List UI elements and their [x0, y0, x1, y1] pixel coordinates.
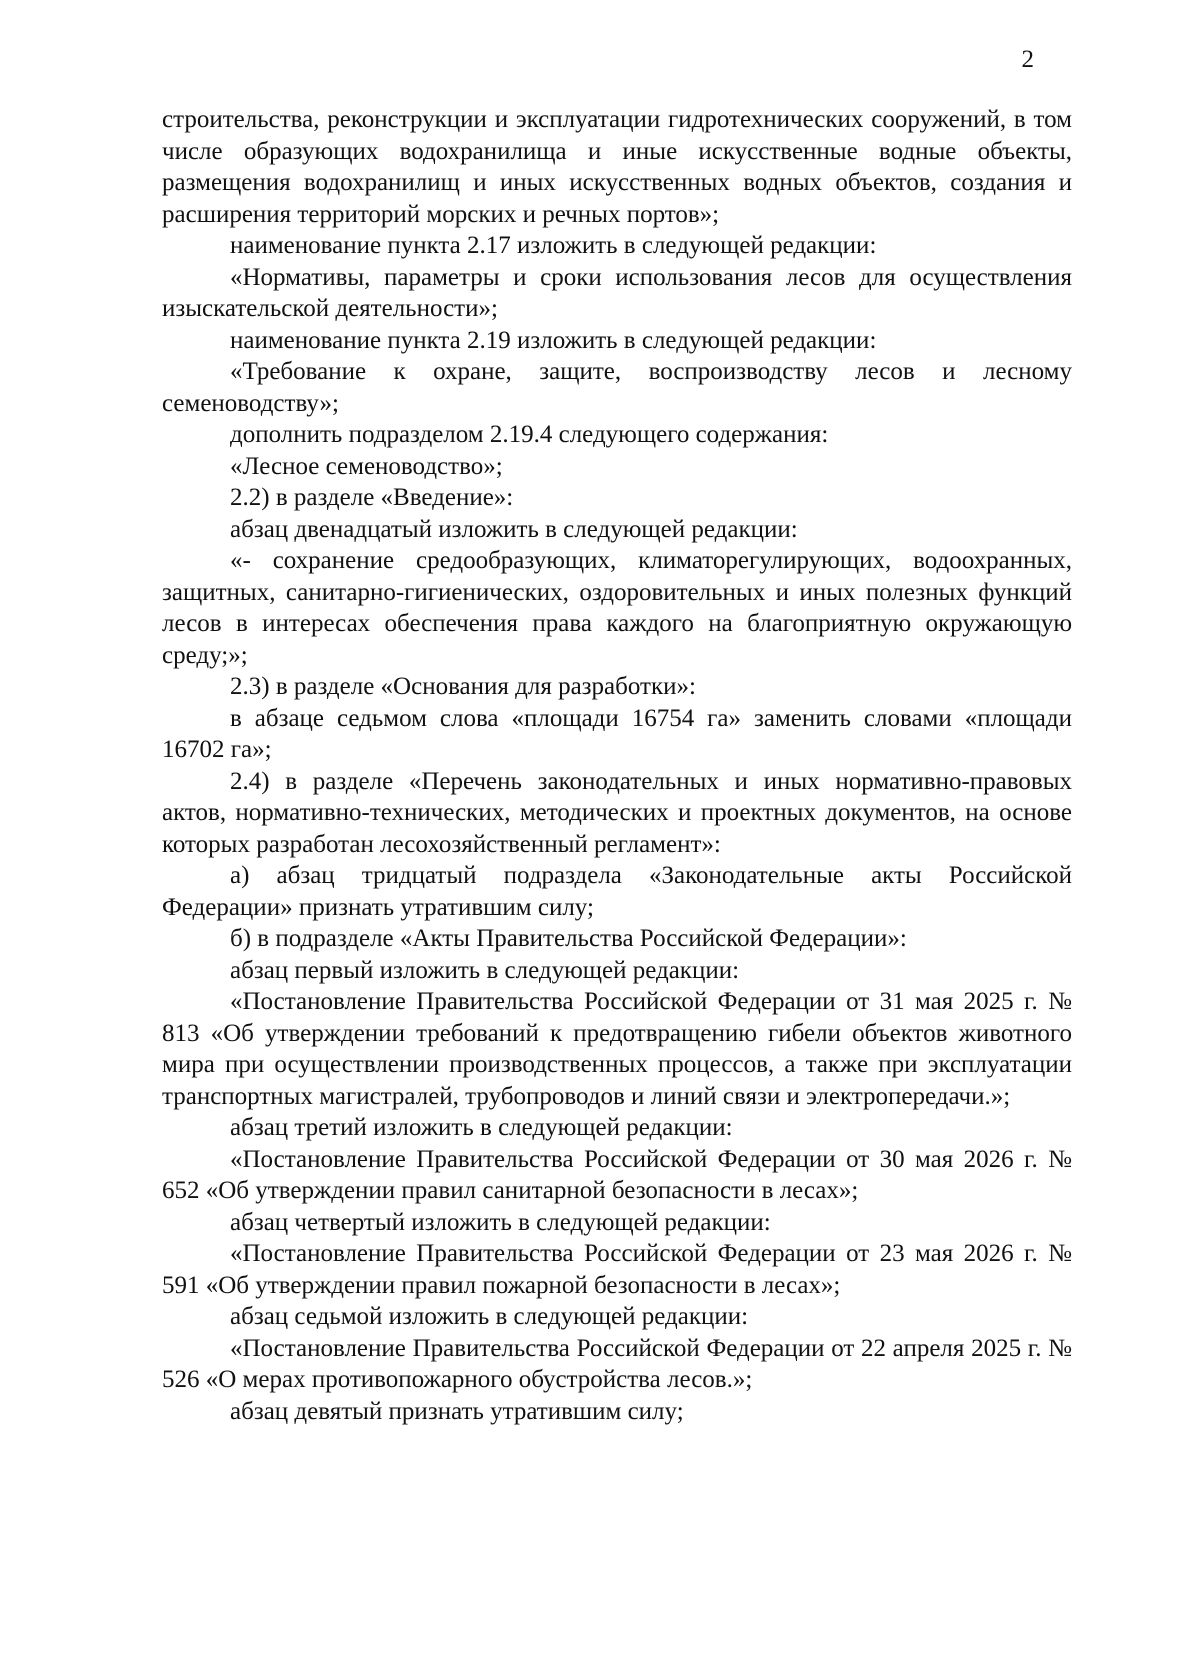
- paragraph: «Постановление Правительства Российской Федерации от 30 мая 2026 г. № 652 «Об утверждении правил санитарной безопасности в лесах»;: [162, 1145, 1072, 1204]
- page-number: 2: [1021, 46, 1034, 73]
- paragraph: абзац седьмой изложить в следующей редакции:: [230, 1303, 749, 1330]
- paragraph: «Лесное семеноводство»;: [230, 452, 503, 480]
- paragraph: строительства, реконструкции и эксплуатации гидротехнических сооружений, в том числе образующих водохранилища и иные искусственные водные объекты, размещения водохранилищ и иных искусственных водных объектов, создания и расширения территорий морских и речных портов»;: [162, 106, 1072, 228]
- paragraph: 2.3) в разделе «Основания для разработки»:: [230, 673, 696, 700]
- paragraph: «Требование к охране, защите, воспроизводству лесов и лесному семеноводству»;: [162, 358, 1072, 417]
- document-body: [162, 104, 1072, 1427]
- paragraph: наименование пункта 2.17 изложить в следующей редакции:: [230, 232, 877, 259]
- paragraph: абзац девятый признать утратившим силу;: [230, 1397, 684, 1425]
- paragraph: в абзаце седьмом слова «площади 16754 га» заменить словами «площади 16702 га»;: [162, 704, 1072, 763]
- paragraph: «- сохранение средообразующих, климаторегулирующих, водоохранных, защитных, санитарно-гигиенических, оздоровительных и иных полезных функций лесов в интересах обеспечения права каждого на благоприятную окружающую среду;»;: [162, 547, 1072, 669]
- paragraph: наименование пункта 2.19 изложить в следующей редакции:: [230, 326, 877, 354]
- paragraph: 2.4) в разделе «Перечень законодательных и иных нормативно-правовых актов, нормативно-технических, методических и проектных документов, на основе которых разработан лесохозяйственный регламент»:: [162, 767, 1072, 858]
- paragraph: абзац четвертый изложить в следующей редакции:: [230, 1208, 771, 1236]
- paragraph: дополнить подразделом 2.19.4 следующего содержания:: [230, 421, 829, 448]
- paragraph: а) абзац тридцатый подраздела «Законодательные акты Российской Федерации» признать утратившим силу;: [162, 862, 1072, 921]
- paragraph: «Постановление Правительства Российской Федерации от 31 мая 2025 г. № 813 «Об утверждении требований к предотвращению гибели объектов животного мира при осуществлении производственных процессов, а также при эксплуатации транспортных магистралей, трубопроводов и линий связи и электропередачи.»;: [162, 988, 1072, 1110]
- paragraph: абзац первый изложить в следующей редакции:: [230, 956, 740, 984]
- paragraph: б) в подразделе «Акты Правительства Российской Федерации»:: [230, 925, 907, 952]
- paragraph: абзац третий изложить в следующей редакции:: [230, 1114, 733, 1141]
- paragraph: «Постановление Правительства Российской Федерации от 22 апреля 2025 г. № 526 «О мерах противопожарного обустройства лесов.»;: [162, 1334, 1072, 1393]
- paragraph: «Постановление Правительства Российской Федерации от 23 мая 2026 г. № 591 «Об утверждении правил пожарной безопасности в лесах»;: [162, 1240, 1072, 1299]
- paragraph: абзац двенадцатый изложить в следующей редакции:: [230, 515, 798, 543]
- paragraph: «Нормативы, параметры и сроки использования лесов для осуществления изыскательской деятельности»;: [162, 263, 1072, 322]
- paragraph: 2.2) в разделе «Введение»:: [230, 484, 514, 511]
